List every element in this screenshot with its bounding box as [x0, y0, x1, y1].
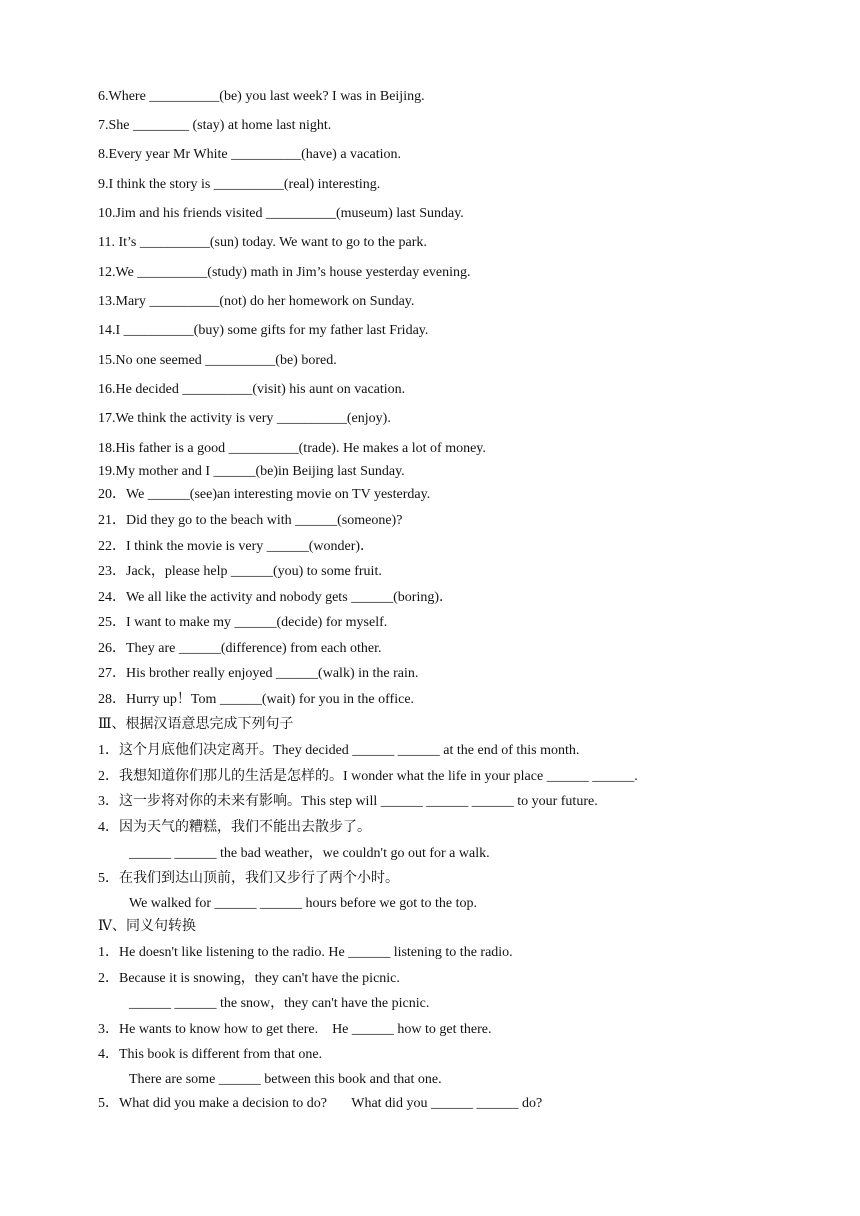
exercise-line: 5．What did you make a decision to do? What did you ______ ______ do? — [98, 1096, 543, 1111]
exercise-line: 27．His brother really enjoyed ______(walk) in the rain. — [98, 666, 419, 681]
exercise-line: 23．Jack，please help ______(you) to some fruit. — [98, 564, 382, 579]
exercise-line: 4．因为天气的糟糕，我们不能出去散步了。 — [98, 820, 371, 835]
exercise-line: 25．I want to make my ______(decide) for myself. — [98, 615, 388, 630]
exercise-line: We walked for ______ ______ hours before we got to the top. — [129, 896, 478, 911]
exercise-line: 21．Did they go to the beach with ______(someone)? — [98, 513, 403, 528]
exercise-line: 19.My mother and I ______(be)in Beijing last Sunday. — [98, 464, 405, 479]
exercise-line: 14.I __________(buy) some gifts for my father last Friday. — [98, 323, 429, 338]
exercise-line: 9.I think the story is __________(real) interesting. — [98, 177, 381, 192]
exercise-line: 18.His father is a good __________(trade). He makes a lot of money. — [98, 441, 486, 456]
exercise-line: 20．We ______(see)an interesting movie on TV yesterday. — [98, 487, 431, 502]
exercise-line: There are some ______ between this book and that one. — [129, 1072, 442, 1087]
exercise-line: 2．我想知道你们那儿的生活是怎样的。I wonder what the life in your place ______ ______. — [98, 769, 638, 784]
exercise-line: 11. It’s __________(sun) today. We want to go to the park. — [98, 235, 427, 250]
exercise-line: 7.She ________ (stay) at home last night. — [98, 118, 332, 133]
section-heading-3: Ⅲ、根据汉语意思完成下列句子 — [98, 717, 294, 732]
exercise-line: 12.We __________(study) math in Jim’s house yesterday evening. — [98, 265, 471, 280]
exercise-line: 10.Jim and his friends visited __________(museum) last Sunday. — [98, 206, 464, 221]
exercise-line: 5．在我们到达山顶前，我们又步行了两个小时。 — [98, 871, 399, 886]
exercise-line: 24．We all like the activity and nobody gets ______(boring)． — [98, 590, 454, 605]
exercise-line: ______ ______ the snow，they can't have the picnic. — [129, 996, 430, 1011]
exercise-line: 3．这一步将对你的未来有影响。This step will ______ ______ ______ to your future. — [98, 794, 598, 809]
exercise-line: 3．He wants to know how to get there. He ______ how to get there. — [98, 1022, 492, 1037]
exercise-line: 16.He decided __________(visit) his aunt on vacation. — [98, 382, 406, 397]
exercise-line: 22．I think the movie is very ______(wonder)． — [98, 539, 375, 554]
exercise-line: 15.No one seemed __________(be) bored. — [98, 353, 337, 368]
exercise-line: 6.Where __________(be) you last week? I was in Beijing. — [98, 89, 425, 104]
exercise-line: 2．Because it is snowing，they can't have the picnic. — [98, 971, 400, 986]
exercise-line: 4．This book is different from that one. — [98, 1047, 323, 1062]
exercise-line: 13.Mary __________(not) do her homework on Sunday. — [98, 294, 415, 309]
exercise-line: 17.We think the activity is very __________(enjoy). — [98, 411, 391, 426]
section-heading-4: Ⅳ、同义句转换 — [98, 919, 196, 934]
exercise-line: 28．Hurry up！Tom ______(wait) for you in the office. — [98, 692, 415, 707]
exercise-line: 1．He doesn't like listening to the radio. He ______ listening to the radio. — [98, 945, 513, 960]
exercise-line: ______ ______ the bad weather，we couldn't go out for a walk. — [129, 846, 490, 861]
exercise-line: 8.Every year Mr White __________(have) a vacation. — [98, 147, 401, 162]
exercise-line: 1．这个月底他们决定离开。They decided ______ ______ at the end of this month. — [98, 743, 580, 758]
exercise-line: 26．They are ______(difference) from each other. — [98, 641, 382, 656]
